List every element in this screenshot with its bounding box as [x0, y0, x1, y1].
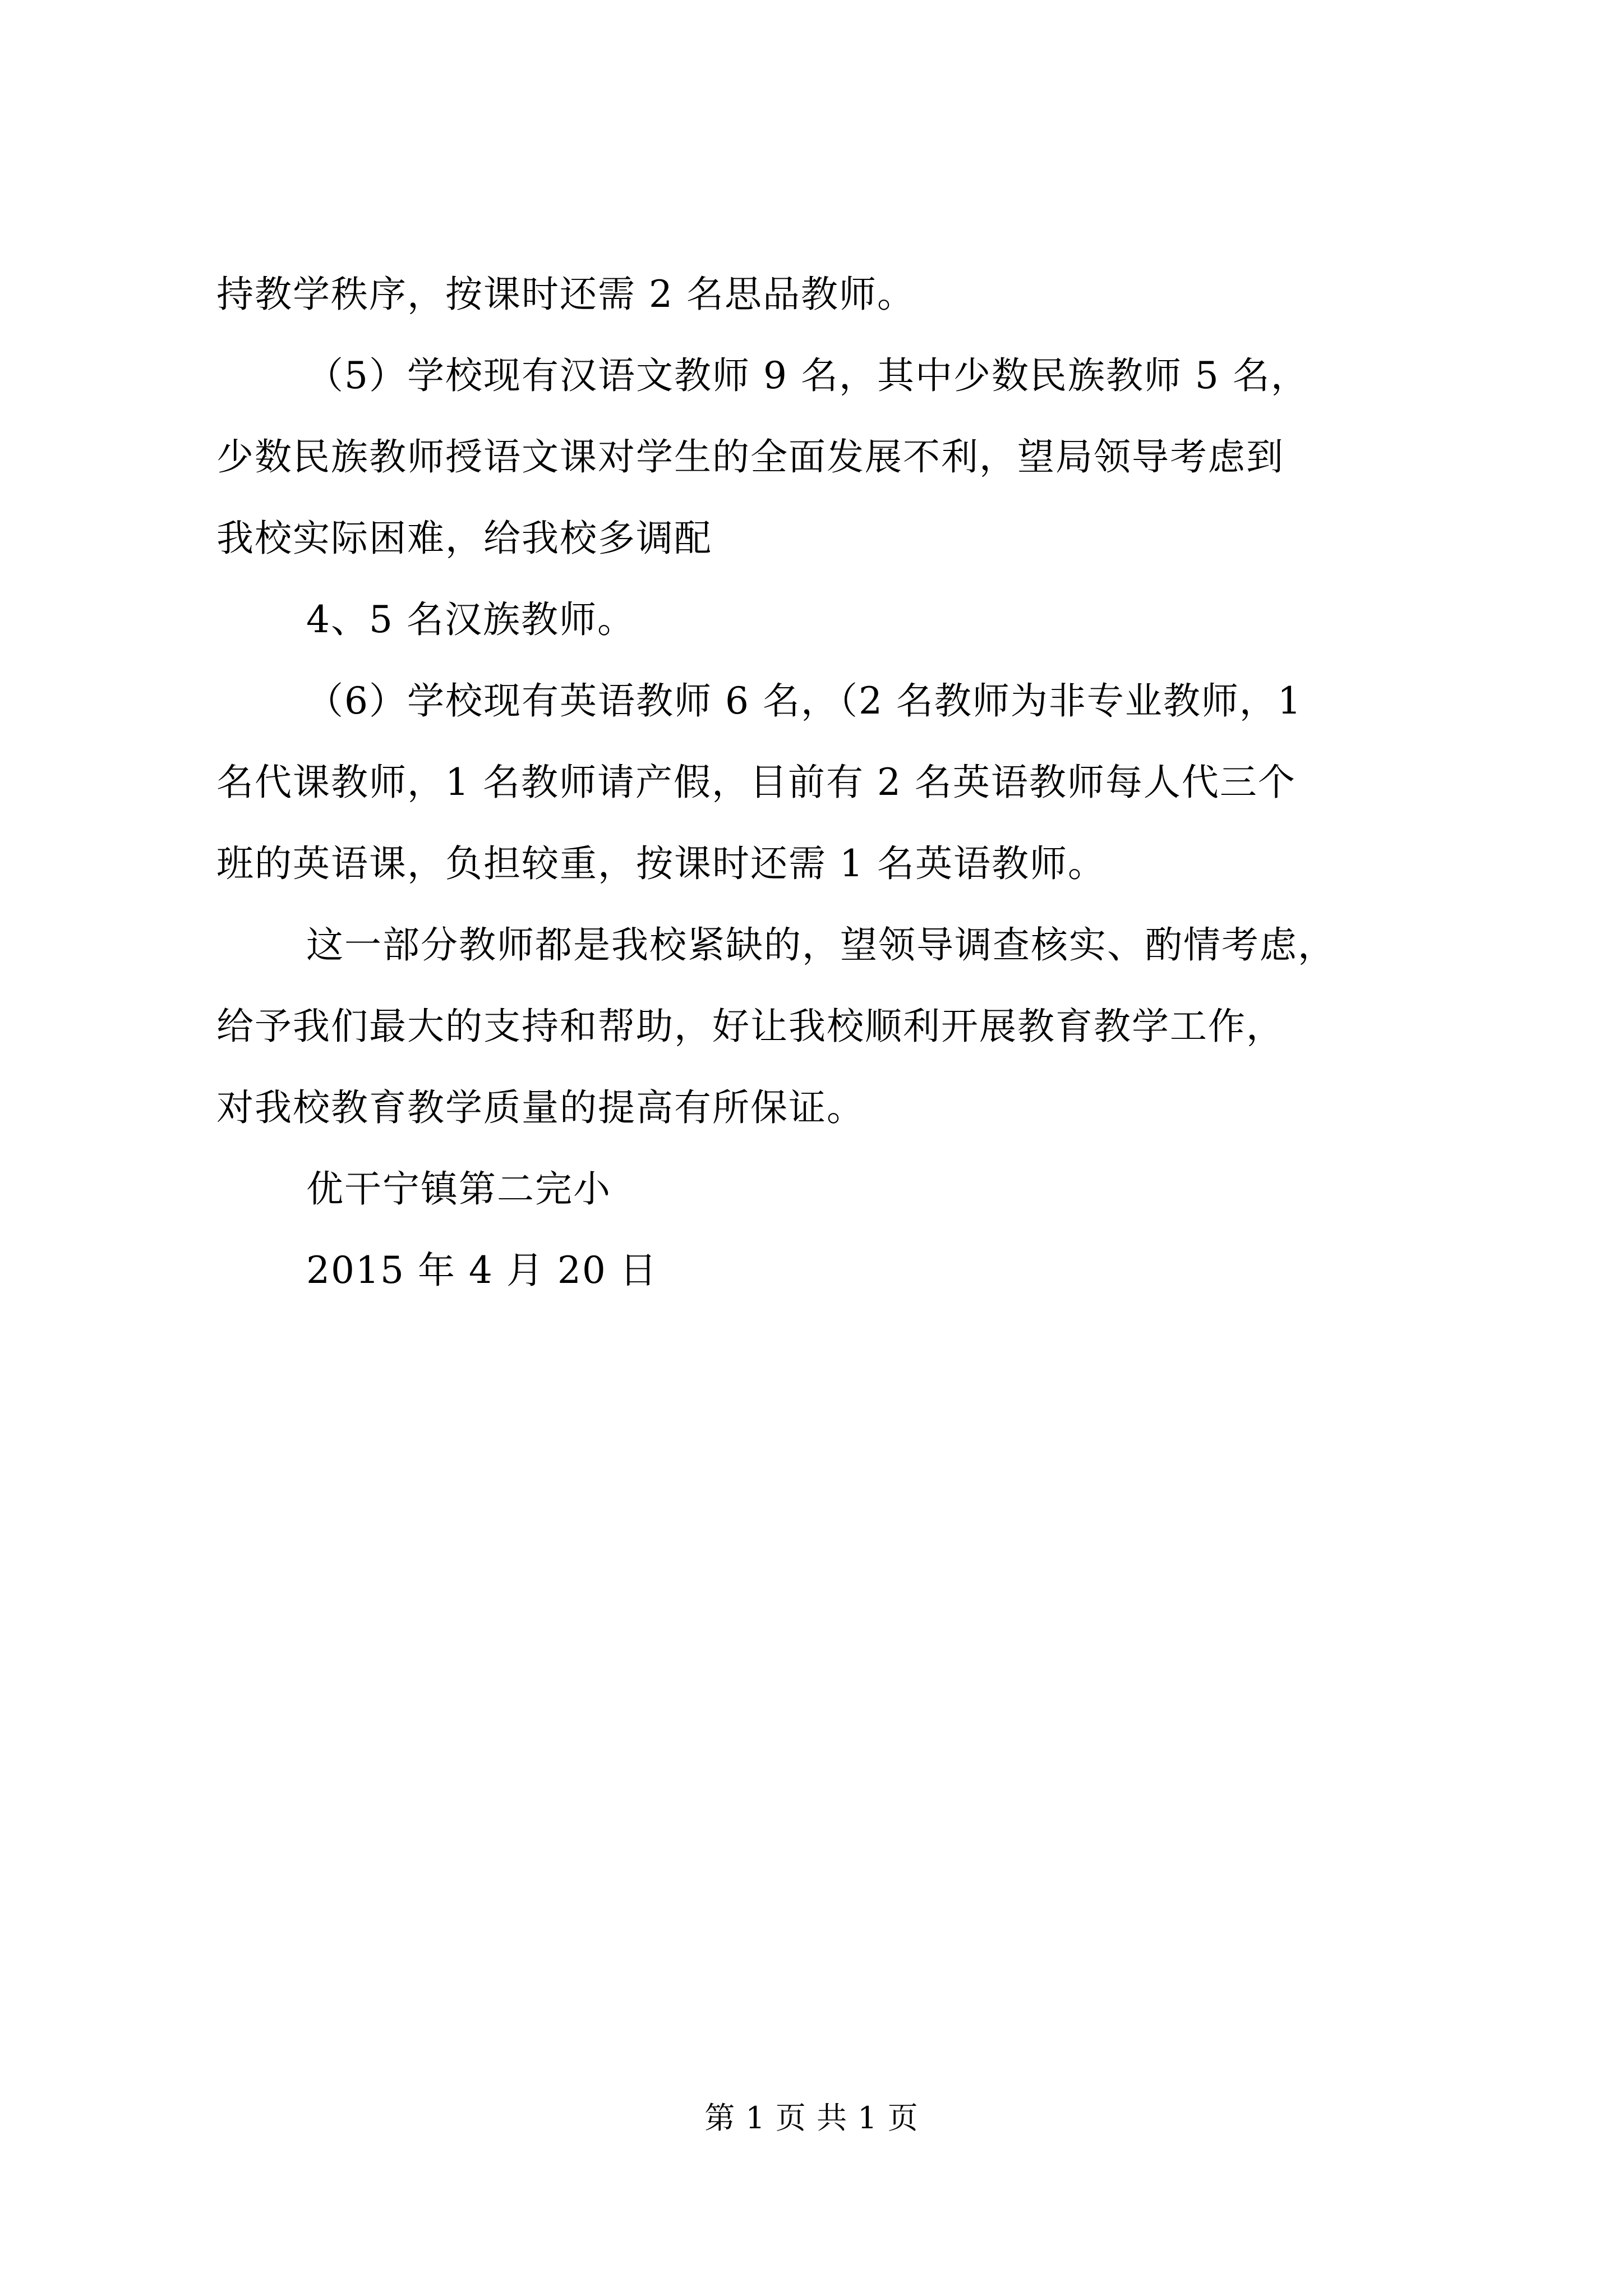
body-line-8: 班的英语课，负担较重，按课时还需 1 名英语教师。	[216, 842, 1106, 885]
body-line-9: 这一部分教师都是我校紧缺的，望领导调查核实、酌情考虑，	[306, 923, 1336, 967]
page-number-footer: 第 1 页 共 1 页	[704, 2100, 919, 2136]
body-line-7: 名代课教师，1 名教师请产假，目前有 2 名英语教师每人代三个	[216, 761, 1296, 804]
signature-school-name: 优干宁镇第二完小	[306, 1167, 611, 1211]
body-line-4: 我校实际困难，给我校多调配	[216, 517, 712, 560]
body-line-6: （6）学校现有英语教师 6 名，（2 名教师为非专业教师，1	[306, 679, 1302, 723]
body-line-1: 持教学秩序，按课时还需 2 名思品教师。	[216, 273, 915, 316]
body-line-10: 给予我们最大的支持和帮助，好让我校顺利开展教育教学工作，	[216, 1005, 1284, 1048]
body-line-2: （5）学校现有汉语文教师 9 名，其中少数民族教师 5 名，	[306, 354, 1309, 397]
signature-date: 2015 年 4 月 20 日	[306, 1249, 658, 1292]
body-line-5: 4、5 名汉族教师。	[306, 598, 635, 641]
document-body	[216, 266, 1422, 1324]
body-line-3: 少数民族教师授语文课对学生的全面发展不利，望局领导考虑到	[216, 435, 1284, 478]
body-line-11: 对我校教育教学质量的提高有所保证。	[216, 1086, 865, 1129]
